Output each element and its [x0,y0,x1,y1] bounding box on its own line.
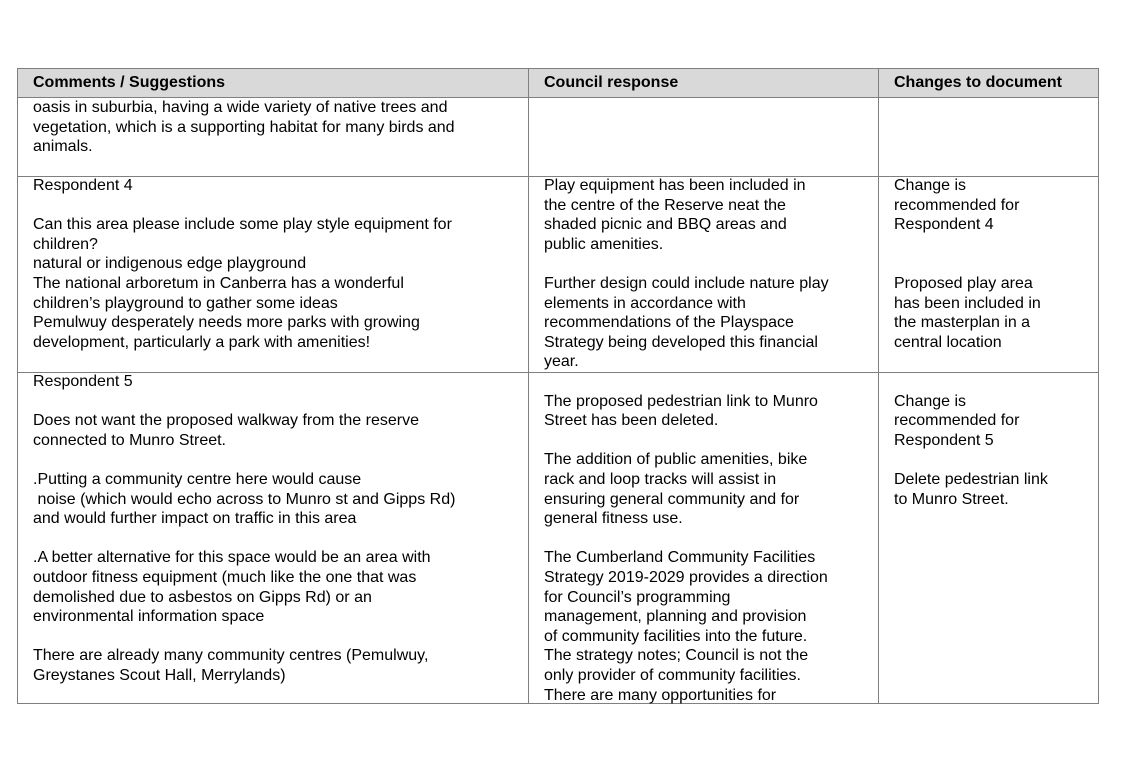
row-divider [17,68,1099,69]
header-comments: Comments / Suggestions [33,74,226,91]
column-divider [528,68,529,704]
column-divider [1098,68,1099,704]
header-council-response: Council response [544,74,679,91]
row3-changes: Change is recommended for Respondent 5 Delete pedestrian link to Munro Street. [894,392,1048,508]
row2-comments: Respondent 4 Can this area please include some play style equipment for children? natural or indigenous edge playground The national arboretum in Canberra has a wonderful children’s playground to gather some ideas Pemulwuy desperately needs more parks with growing development, particularly a park with amenities! [33,177,452,351]
consultation-table [17,68,1099,704]
row1-comments: oasis in suburbia, having a wide variety of native trees and vegetation, which is a supporting habitat for many birds and animals. [33,99,455,156]
header-changes: Changes to document [894,74,1063,91]
row2-changes: Change is recommended for Respondent 4 Proposed play area has been included in the masterplan in a central location [894,177,1041,351]
column-divider [17,68,18,704]
row3-comments: Respondent 5 Does not want the proposed walkway from the reserve connected to Munro Street. .Putting a community centre here would cause noise (which would echo across to Munro st and Gipps Rd) and would further impact on traffic in this area .A better alternative for this space would be an area with outdoor fitness equipment (much like the one that was demolished due to asbestos on Gipps Rd) or an environmental information space There are already many community centres (Pemulwuy, Greystanes Scout Hall, Merrylands) [33,373,456,684]
row2-response: Play equipment has been included in the centre of the Reserve neat the shaded picnic and BBQ areas and public amenities. Further design could include nature play elements in accordance with recommendations of the Playspace Strategy being developed this financial year. [544,177,829,371]
row3-response: The proposed pedestrian link to Munro Street has been deleted. The addition of public amenities, bike rack and loop tracks will assist in ensuring general community and for general fitness use. The Cumberland Community Facilities Strategy 2019-2029 provides a direction for Council’s programming management, planning and provision of community facilities into the future. The strategy notes; Council is not the only provider of community facilities. There are many opportunities for [544,392,828,704]
column-divider [878,68,879,704]
